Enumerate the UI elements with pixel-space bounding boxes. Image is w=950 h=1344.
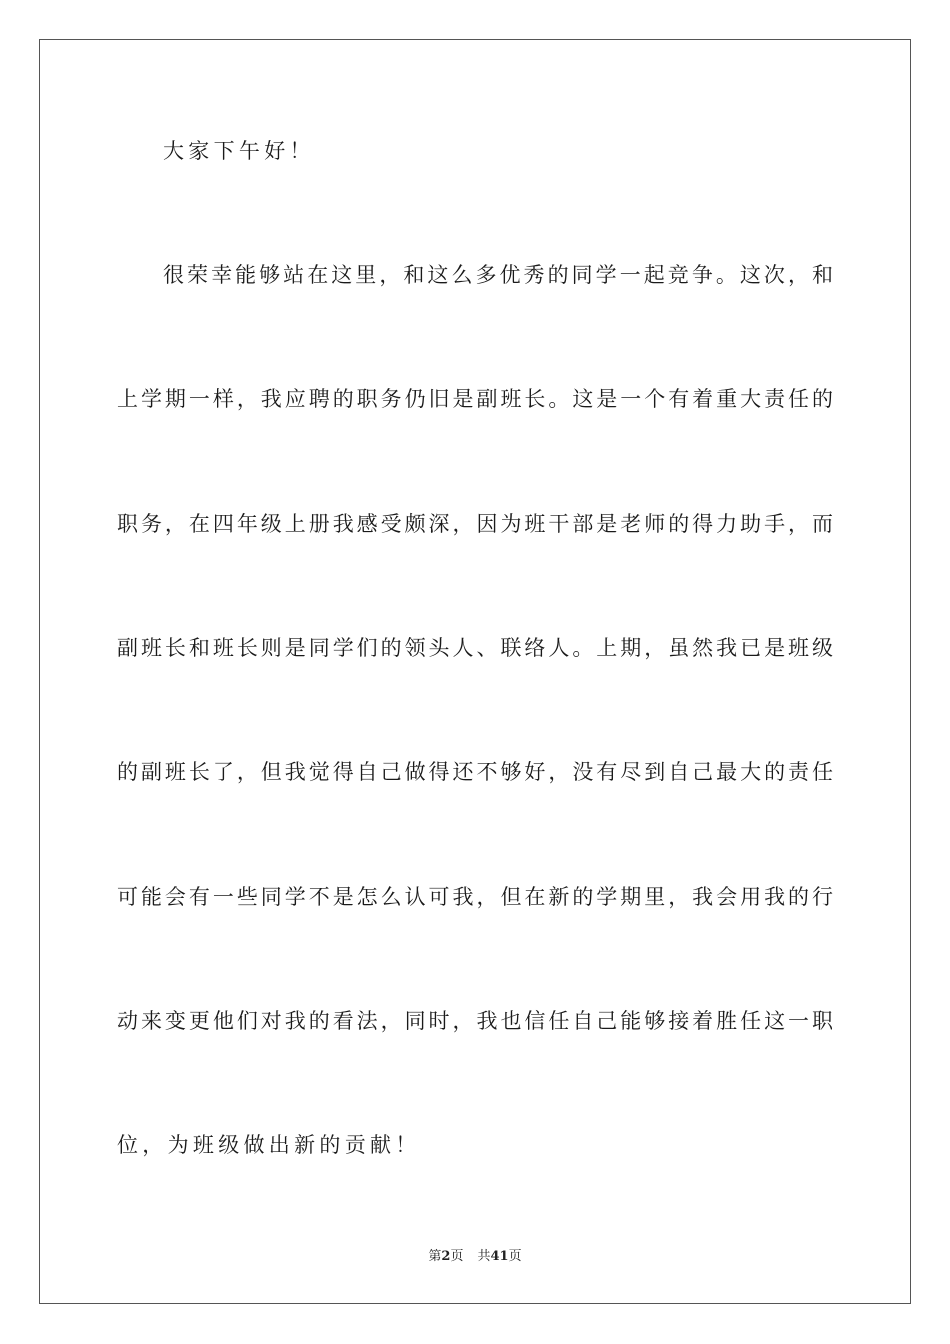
page-footer	[0, 1248, 950, 1266]
page-number: 2	[441, 1249, 451, 1264]
paragraph-line-7: 动来变更他们对我的看法，同时，我也信任自己能够接着胜任这一职	[117, 1009, 833, 1033]
greeting-line: 大家下午好！	[163, 139, 315, 163]
total-suffix: 页	[508, 1249, 522, 1264]
paragraph-line-5: 的副班长了，但我觉得自己做得还不够好，没有尽到自己最大的责任	[117, 760, 833, 784]
paragraph-line-6: 可能会有一些同学不是怎么认可我，但在新的学期里，我会用我的行	[117, 885, 833, 909]
paragraph-line-4: 副班长和班长则是同学们的领头人、联络人。上期，虽然我已是班级	[117, 636, 833, 660]
page-suffix: 页	[450, 1249, 464, 1264]
paragraph-line-1: 很荣幸能够站在这里，和这么多优秀的同学一起竞争。这次，和	[163, 263, 833, 287]
page-border	[39, 39, 911, 1304]
paragraph-line-3: 职务，在四年级上册我感受颇深，因为班干部是老师的得力助手，而	[117, 512, 833, 536]
page-prefix: 第	[428, 1249, 442, 1264]
paragraph-line-8: 位，为班级做出新的贡献！	[117, 1133, 421, 1157]
paragraph-line-2: 上学期一样，我应聘的职务仍旧是副班长。这是一个有着重大责任的	[117, 387, 833, 411]
total-pages: 41	[490, 1249, 509, 1264]
total-prefix: 共	[477, 1249, 491, 1264]
